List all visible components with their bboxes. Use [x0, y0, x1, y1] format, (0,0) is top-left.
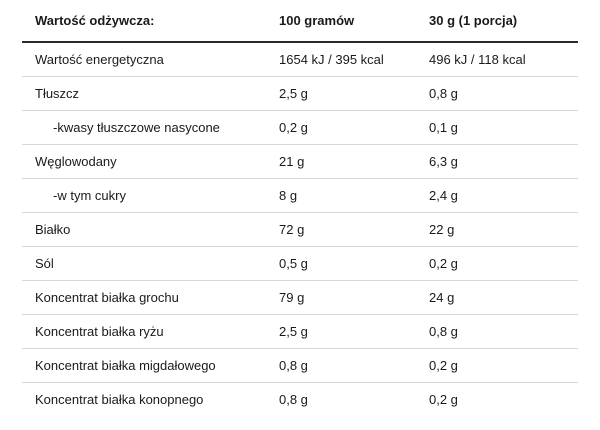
table-row: [22, 42, 578, 77]
table-row: [22, 281, 578, 315]
table-row: [22, 383, 578, 417]
value-per-serving: 0,2 g: [429, 392, 458, 407]
table-header: [22, 0, 578, 42]
nutrient-name: Węglowodany: [22, 145, 266, 179]
header-row: [22, 0, 578, 42]
nutrient-name: Sól: [22, 247, 266, 281]
value-per-100g: 8 g: [266, 179, 416, 213]
table-row: [22, 349, 578, 383]
value-per-serving: 0,1 g: [416, 111, 578, 145]
header-nutrient: Wartość odżywcza:: [22, 0, 266, 42]
header-per-serving: 30 g (1 porcja): [416, 0, 578, 42]
nutrient-name: Koncentrat białka konopnego: [35, 392, 204, 407]
value-per-serving: 0,8 g: [416, 77, 578, 111]
value-per-100g: 0,2 g: [266, 111, 416, 145]
nutrient-name: Białko: [22, 213, 266, 247]
nutrient-name: -kwasy tłuszczowe nasycone: [22, 111, 266, 145]
nutrient-name: -w tym cukry: [22, 179, 266, 213]
nutrient-name: Tłuszcz: [22, 77, 266, 111]
nutrient-name: Koncentrat białka grochu: [22, 281, 266, 315]
value-per-serving: 6,3 g: [416, 145, 578, 179]
table-row: [22, 145, 578, 179]
table-row: [22, 247, 578, 281]
value-per-serving: 0,2 g: [416, 247, 578, 281]
value-per-100g: 72 g: [266, 213, 416, 247]
header-per-100g: 100 gramów: [266, 0, 416, 42]
nutrient-name: Wartość energetyczna: [22, 42, 266, 77]
table-row: [22, 77, 578, 111]
value-per-100g: 79 g: [266, 281, 416, 315]
table-row: [22, 179, 578, 213]
value-per-serving: 2,4 g: [416, 179, 578, 213]
value-per-serving: 496 kJ / 118 kcal: [416, 42, 578, 77]
table-row: [22, 213, 578, 247]
table-row: [22, 315, 578, 349]
value-per-serving: 22 g: [416, 213, 578, 247]
value-per-serving: 0,8 g: [416, 315, 578, 349]
value-per-serving: 24 g: [416, 281, 578, 315]
nutrient-name: Koncentrat białka migdałowego: [22, 349, 266, 383]
nutrition-table: [22, 0, 578, 416]
value-per-100g: 2,5 g: [266, 315, 416, 349]
nutrient-name: Koncentrat białka ryżu: [22, 315, 266, 349]
value-per-100g: 0,8 g: [266, 349, 416, 383]
value-per-100g: 21 g: [266, 145, 416, 179]
value-per-100g: 1654 kJ / 395 kcal: [266, 42, 416, 77]
value-per-100g: 0,8 g: [279, 392, 308, 407]
value-per-100g: 2,5 g: [266, 77, 416, 111]
table-row: [22, 111, 578, 145]
value-per-serving: 0,2 g: [416, 349, 578, 383]
value-per-100g: 0,5 g: [266, 247, 416, 281]
table-body: [22, 42, 578, 416]
